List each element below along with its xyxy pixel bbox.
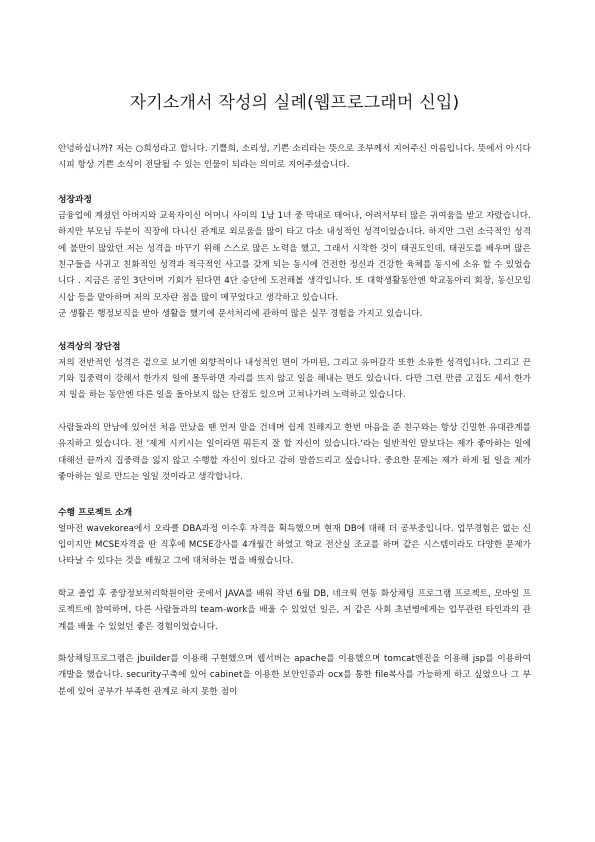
personality-paragraph-1: 저의 전반적인 성격은 겉으로 보기엔 외향적이나 내성적인 면이 가미된, 그리고 유머감각 또한 소유한 성격입니다. 그리고 끈기와 집중력이 강해서 한가지 일에 몰두하면 자리를 뜨지 않고 일을 해내는 면도 있습니다. 다만 그런 만큼 고집도 세서 한가지 일을 하는 동안엔 다른 일을 돌아보지 않는 단점도 있으며 고쳐나가려 노력하고 있습니다. — [58, 357, 531, 401]
projects-paragraph-2: 학교 졸업 후 중앙정보처리학원이란 곳에서 JAVA를 배워 작년 6월 DB, 네크웍 연동 화상채팅 프로그램 프로젝트, 모바일 프로젝트에 참여하며, 다른 사람들과의 team-work을 배울 수 있었던 일은, 저 같은 사회 초년병에게는 업무관련 타인과의 관계를 배울 수 있었던 좋은 경험이었습니다. — [58, 588, 531, 632]
growth-paragraph-1: 금융업에 계셨던 아버지와 교육자이신 어머니 사이의 1남 1녀 중 막내로 태어나, 어려서부터 많은 귀여움을 받고 자랐습니다. 하지만 부모님 두분이 직장에 다니신 관계로 외로움을 많이 타고 다소 내성적인 성격이었습니다. 하지만 그런 소극적인 성격에 불만이 많았던 저는 성격을 바꾸기 위해 스스로 많은 노력을 했고, 그래서 시작한 것이 태권도인데, 태권도를 배우며 많은 친구들을 사귀고 친화적인 성격과 적극적인 사고를 갖게 되는 동시에 건전한 정신과 건강한 육체를 동시에 소유 할 수 있었습니다 . 지금은 공인 3단이며 기회가 된다면 4단 승단에 도전해볼 생각입니다. 또 대학생활동안엔 학교동아리 회장, 동신모임 시삽 등을 맡아하며 저의 모자란 점을 많이 메꾸었다고 생각하고 있습니다. — [58, 210, 531, 303]
section-heading-personality: 성격상의 장단점 — [58, 341, 121, 352]
spacer — [58, 486, 531, 505]
projects-paragraph-1: 얼마전 wavekorea에서 오라클 DBA과정 이수후 자격을 획득했으며 현재 DB에 대해 더 공부중입니다. 업무경험은 없는 신입이지만 MCSE자격을 딴 직후에 MCSE강사를 4개월간 하였고 학교 전산실 조교를 하며 같은 시스템이라도 다양한 문제가 나타날 수 있다는 것을 배웠고 그에 대처하는 법을 배웠습니다. — [58, 523, 531, 567]
spacer — [58, 404, 531, 420]
projects-paragraph-3: 화상채팅프로그램은 jbuilder를 이용해 구현했으며 웹서버는 apache를 이용했으며 tomcat엔진을 이용해 jsp를 이용하여 개발을 했습니다. security구축에 있어 cabinet을 이용한 보안인증과 ocx를 통한 file복사를 가능하게 하고 싶었으나 그 부분에 있어 공부가 부족한 관계로 하지 못한 점이 — [58, 653, 531, 697]
section-heading-growth: 성장과정 — [58, 194, 92, 205]
section-heading-projects: 수행 프로젝트 소개 — [58, 507, 133, 518]
spacer — [58, 570, 531, 586]
spacer — [58, 174, 531, 192]
growth-paragraph-2: 군 생활은 행정보직을 받아 생활을 했기에 문서처리에 관하여 많은 실무 경험을 가지고 있습니다. — [58, 309, 423, 320]
spacer — [58, 635, 531, 651]
intro-paragraph: 안녕하십니까? 저는 ○희성라고 합니다. 기쁠희, 소리성, 기쁜 소리라는 뜻으로 조부께서 지어주신 이름입니다. 뜻에서 아시다시피 항상 기쁜 소식이 전달될 수 있는 인물이 되라는 의미로 지어주셨습니다. — [58, 144, 531, 171]
personality-paragraph-2: 사람들과의 만남에 있어선 처음 만났을 땐 먼저 말을 건네며 쉽게 친해지고 한번 마음을 준 친구와는 항상 긴밀한 유대관계를 유지하고 있습니다. 전 '제게 시키시는 일이라면 뭐든지 잘 할 자신이 있습니다.'라는 일반적인 말보다는 제가 좋아하는 일에 대해선 끝까지 집중력을 잃지 않고 수행할 자신이 있다고 감히 말씀드리고 싶습니다. 중요한 문제는 제가 하게 될 일을 제가 좋아하는 일로 만드는 일일 것이라고 생각합니다. — [58, 422, 531, 483]
document-title: 자기소개서 작성의 실례(웹프로그래머 신입) — [129, 93, 460, 113]
spacer — [58, 323, 531, 339]
